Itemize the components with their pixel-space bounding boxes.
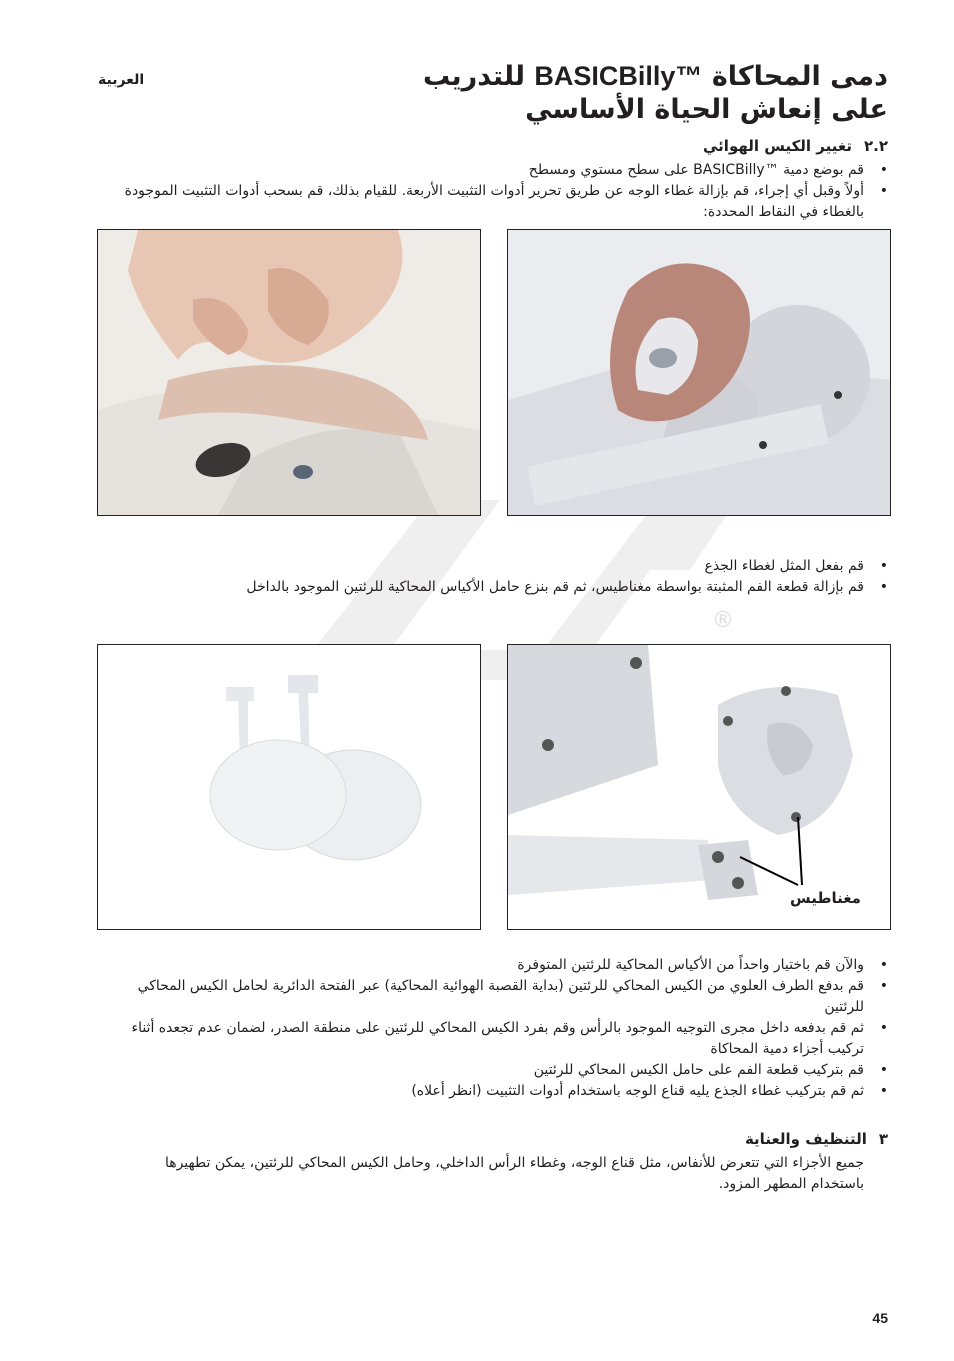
section-title: التنظيف والعناية	[744, 1130, 867, 1148]
section-3-heading	[745, 1130, 888, 1148]
list-item: قم بدفع الطرف العلوي من الكيس المحاكي للرئتين (بداية القصبة الهوائية المحاكية) عبر الفتحة الدائرية لحامل الكيس المحاكي للرئتين •	[104, 976, 864, 1018]
title-line-1	[423, 60, 888, 93]
list-item: قم بفعل المثل لغطاء الجذع •	[104, 556, 864, 577]
list-item: ثم قم بدفعه داخل مجرى التوجيه الموجود بالرأس وقم بفرد الكيس المحاكي للرئتين على منطقة الصدر، لضمان عدم تجعده أثناء تركيب أجزاء دمية المحاكاة •	[104, 1018, 864, 1060]
section-2-2-heading	[703, 137, 888, 155]
section-title: تغيير الكيس الهوائي	[703, 137, 852, 155]
photo-manikin-head-face-cover	[507, 229, 891, 516]
section-3-text: جميع الأجزاء التي تتعرض للأنفاس، مثل قناع الوجه، وغطاء الرأس الداخلي، وحامل الكيس المحاكي للرئتين، يمكن تطهيرها باستخدام المطهر المزود.	[164, 1155, 864, 1192]
title-brand: BASICBilly™	[534, 61, 703, 91]
list-item: أولاً وقبل أي إجراء، قم بإزالة غطاء الوجه عن طريق تحرير أدوات التثبيت الأربعة. للقيام بذلك، قم بسحب أدوات التثبيت الموجودة بالغطاء في النقاط المحددة: •	[104, 181, 864, 223]
list-item: ثم قم بتركيب غطاء الجذع يليه قناع الوجه باستخدام أدوات التثبيت (انظر أعلاه) •	[104, 1081, 864, 1102]
photo-mouthpiece-magnets	[507, 644, 891, 930]
section-number: ٣	[878, 1130, 888, 1148]
photo-remove-face-cover	[97, 229, 481, 516]
list-item: قم بوضع دمية ™BASICBilly على سطح مستوي ومسطح •	[104, 160, 864, 181]
lower-bullets	[104, 955, 864, 1102]
photo-lung-bags	[97, 644, 481, 930]
page-title	[423, 60, 888, 126]
magnets-callout-label: مغناطيس	[790, 889, 861, 907]
list-item: والآن قم باختيار واحداً من الأكياس المحاكية للرئتين المتوفرة •	[104, 955, 864, 976]
section-number: ٢.٢	[863, 137, 888, 155]
list-item: قم بتركيب قطعة الفم على حامل الكيس المحاكي للرئتين •	[104, 1060, 864, 1081]
title-prefix: دمى المحاكاة	[702, 61, 888, 92]
registered-mark: ®	[712, 608, 734, 633]
list-item: قم بإزالة قطعة الفم المثبتة بواسطة مغناطيس، ثم قم بنزع حامل الأكياس المحاكية للرئتين الموجود بالداخل •	[104, 577, 864, 598]
section-2-2-bullets	[104, 160, 864, 223]
title-suffix: للتدريب	[422, 61, 535, 92]
page-number: 45	[872, 1310, 888, 1326]
language-label: العربية	[98, 72, 145, 88]
middle-bullets	[104, 556, 864, 598]
title-line-2: على إنعاش الحياة الأساسي	[525, 94, 888, 125]
